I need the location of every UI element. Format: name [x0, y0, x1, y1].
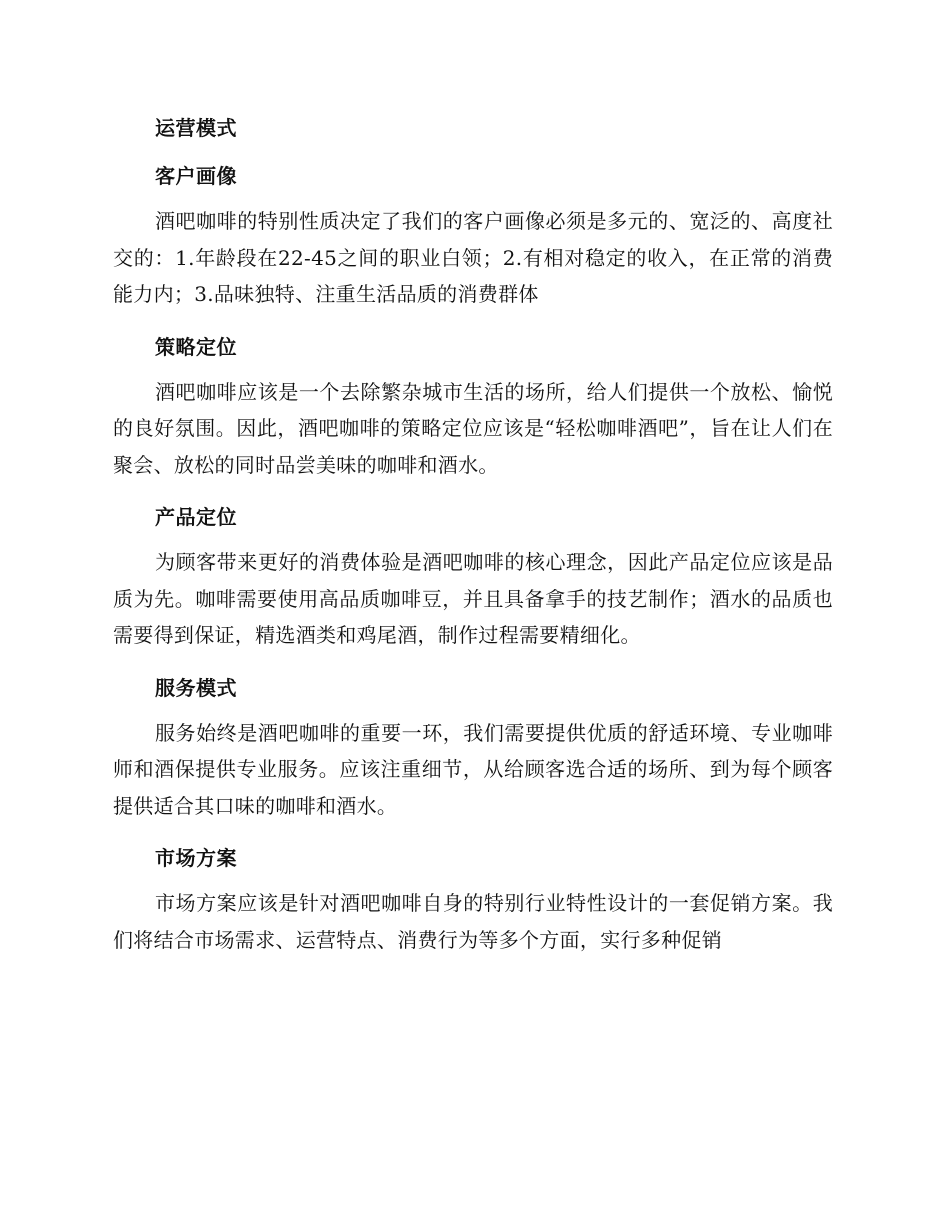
document-title: 运营模式 [155, 116, 237, 140]
section-heading-customer-profile: 客户画像 [155, 164, 237, 188]
section-body-customer-profile: 酒吧咖啡的特别性质决定了我们的客户画像必须是多元的、宽泛的、高度社交的：1.年龄段在22-45之间的职业白领；2.有相对稳定的收入，在正常的消费能力内；3.品味独特、注重生活品质的消费群体 [113, 209, 833, 306]
section-heading-product-positioning: 产品定位 [155, 505, 237, 529]
section-body-service-model: 服务始终是酒吧咖啡的重要一环，我们需要提供优质的舒适环境、专业咖啡师和酒保提供专业服务。应该注重细节，从给顾客选合适的场所、到为每个顾客提供适合其口味的咖啡和酒水。 [113, 720, 833, 818]
section-body-strategy-positioning: 酒吧咖啡应该是一个去除繁杂城市生活的场所，给人们提供一个放松、愉悦的良好氛围。因此，酒吧咖啡的策略定位应该是“轻松咖啡酒吧”，旨在让人们在聚会、放松的同时品尝美味的咖啡和酒水。 [113, 379, 833, 477]
section-body-product-positioning: 为顾客带来更好的消费体验是酒吧咖啡的核心理念，因此产品定位应该是品质为先。咖啡需要使用高品质咖啡豆，并且具备拿手的技艺制作；酒水的品质也需要得到保证，精选酒类和鸡尾酒，制作过程需要精细化。 [113, 550, 833, 647]
document-content [113, 104, 833, 958]
section-heading-strategy-positioning: 策略定位 [155, 334, 237, 359]
section-heading-market-plan: 市场方案 [155, 846, 237, 870]
section-heading-service-model: 服务模式 [155, 675, 237, 700]
section-body-market-plan: 市场方案应该是针对酒吧咖啡自身的特别行业特性设计的一套促销方案。我们将结合市场需求、运营特点、消费行为等多个方面，实行多种促销 [113, 891, 833, 952]
